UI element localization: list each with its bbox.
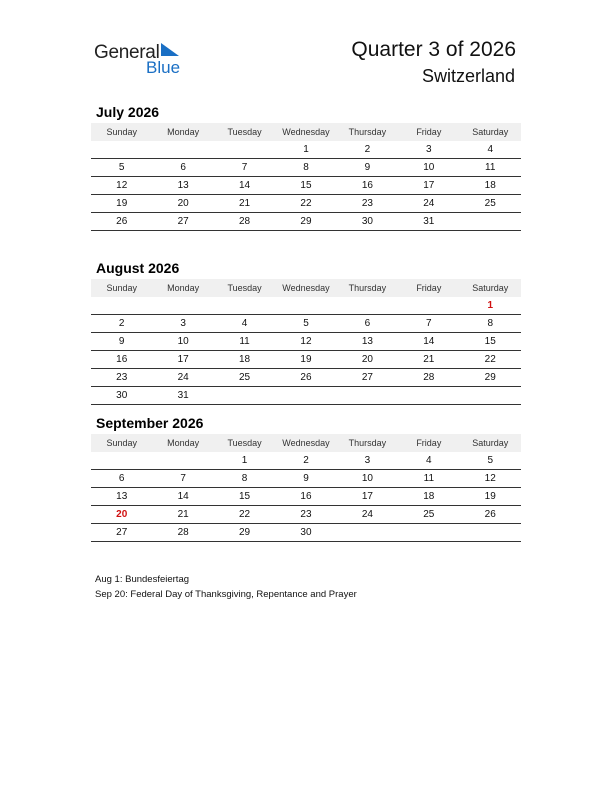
day-cell <box>214 297 275 314</box>
weekday-label: Friday <box>416 283 442 293</box>
day-cell <box>398 524 459 541</box>
day-cell: 27 <box>361 372 373 383</box>
week-row <box>91 470 521 488</box>
day-cell: 10 <box>361 473 373 484</box>
week-row <box>91 315 521 333</box>
month-title: July 2026 <box>96 104 160 120</box>
weekday-label: Thursday <box>348 438 387 448</box>
day-cell: 13 <box>177 180 189 191</box>
day-cell: 30 <box>116 390 128 401</box>
day-cell: 24 <box>177 372 189 383</box>
day-cell: 11 <box>485 162 496 173</box>
day-cell: 8 <box>487 318 494 329</box>
month-title: August 2026 <box>96 260 180 276</box>
logo-triangle-icon <box>159 43 181 57</box>
day-cell <box>214 141 275 158</box>
week-row <box>91 369 521 387</box>
weekday-header-row <box>91 434 521 452</box>
day-cell: 12 <box>484 473 496 484</box>
day-cell: 8 <box>241 473 248 484</box>
day-cell: 21 <box>177 509 189 520</box>
weekday-header-row <box>91 279 521 297</box>
week-row <box>91 387 521 405</box>
day-cell: 7 <box>241 162 248 173</box>
day-cell <box>91 141 152 158</box>
day-cell: 14 <box>238 180 251 191</box>
weekday-label: Wednesday <box>282 283 330 293</box>
day-cell: 12 <box>116 180 128 191</box>
holiday-day-cell: 20 <box>116 509 128 520</box>
day-cell: 19 <box>116 198 128 209</box>
week-row <box>91 488 521 506</box>
day-cell: 16 <box>361 180 373 191</box>
country-name: Switzerland <box>421 66 515 86</box>
day-cell: 2 <box>303 455 309 466</box>
weekday-label: Friday <box>416 438 442 448</box>
weekday-label: Tuesday <box>227 283 262 293</box>
day-cell: 23 <box>361 198 373 209</box>
day-cell <box>91 297 152 314</box>
day-cell <box>152 297 213 314</box>
holiday-note: Sep 20: Federal Day of Thanksgiving, Repentance and Prayer <box>95 589 357 600</box>
day-cell: 9 <box>364 162 371 173</box>
day-cell: 5 <box>303 318 309 329</box>
day-cell: 11 <box>239 336 250 347</box>
month-block <box>91 414 521 542</box>
weekday-label: Saturday <box>472 127 509 137</box>
day-cell: 25 <box>484 198 496 209</box>
day-cell: 28 <box>423 372 435 383</box>
day-cell: 5 <box>118 162 125 173</box>
day-cell: 27 <box>116 527 128 538</box>
day-cell: 6 <box>364 318 371 329</box>
weekday-label: Sunday <box>106 438 137 448</box>
day-cell <box>337 297 398 314</box>
day-cell: 1 <box>241 455 248 466</box>
weekday-label: Thursday <box>348 127 387 137</box>
weekday-label: Monday <box>167 283 200 293</box>
week-row <box>91 506 521 524</box>
day-cell: 4 <box>426 455 432 466</box>
weekday-label: Monday <box>167 438 200 448</box>
day-cell <box>460 524 521 541</box>
day-cell <box>275 387 336 404</box>
day-cell: 30 <box>361 216 373 227</box>
day-cell: 16 <box>116 354 128 365</box>
week-row <box>91 159 521 177</box>
day-cell: 17 <box>177 354 189 365</box>
weekday-label: Saturday <box>472 283 509 293</box>
day-cell: 16 <box>300 491 312 502</box>
day-cell: 2 <box>364 144 371 155</box>
day-cell: 5 <box>487 455 494 466</box>
week-row <box>91 333 521 351</box>
day-cell: 20 <box>361 354 373 365</box>
day-cell: 10 <box>423 162 435 173</box>
month-block <box>91 259 521 405</box>
day-cell: 7 <box>180 473 186 484</box>
day-cell: 22 <box>484 354 496 365</box>
day-cell: 14 <box>423 336 435 347</box>
day-cell: 15 <box>300 180 312 191</box>
day-cell <box>91 452 152 469</box>
day-cell: 17 <box>423 180 435 191</box>
logo-blue-text: Blue <box>146 58 181 77</box>
day-cell: 9 <box>118 336 125 347</box>
day-cell: 8 <box>303 162 309 173</box>
weekday-label: Tuesday <box>227 438 262 448</box>
day-cell: 10 <box>177 336 189 347</box>
month-block <box>91 103 521 231</box>
week-row <box>91 141 521 159</box>
day-cell: 22 <box>300 198 312 209</box>
weekday-label: Monday <box>167 127 200 137</box>
day-cell: 11 <box>423 473 435 484</box>
day-cell: 29 <box>484 372 496 383</box>
weekday-label: Sunday <box>106 283 137 293</box>
day-cell <box>460 213 521 230</box>
holiday-day-cell: 1 <box>487 300 494 311</box>
day-cell: 28 <box>177 527 189 538</box>
day-cell: 19 <box>484 491 496 502</box>
day-cell: 30 <box>300 527 312 538</box>
day-cell: 23 <box>300 509 312 520</box>
weekday-label: Sunday <box>106 127 137 137</box>
day-cell <box>275 297 336 314</box>
day-cell: 6 <box>118 473 125 484</box>
day-cell: 12 <box>300 336 312 347</box>
day-cell: 26 <box>116 216 128 227</box>
day-cell: 3 <box>180 318 186 329</box>
day-cell <box>337 387 398 404</box>
week-row <box>91 524 521 542</box>
day-cell: 18 <box>238 354 251 365</box>
week-row <box>91 177 521 195</box>
weekday-label: Friday <box>416 127 442 137</box>
weekday-label: Wednesday <box>282 438 330 448</box>
day-cell: 4 <box>487 144 494 155</box>
week-row <box>91 195 521 213</box>
day-cell: 7 <box>426 318 432 329</box>
weekday-label: Tuesday <box>227 127 262 137</box>
week-row <box>91 213 521 231</box>
day-cell: 13 <box>361 336 373 347</box>
week-row <box>91 452 521 470</box>
day-cell <box>152 452 213 469</box>
day-cell: 22 <box>238 509 251 520</box>
day-cell: 31 <box>177 390 189 401</box>
day-cell: 18 <box>484 180 496 191</box>
day-cell: 9 <box>303 473 309 484</box>
day-cell: 4 <box>241 318 248 329</box>
weekday-label: Saturday <box>472 438 509 448</box>
week-row <box>91 297 521 315</box>
day-cell: 24 <box>361 509 373 520</box>
day-cell: 27 <box>177 216 189 227</box>
day-cell <box>398 387 459 404</box>
day-cell: 23 <box>116 372 128 383</box>
day-cell <box>398 297 459 314</box>
day-cell <box>460 387 521 404</box>
day-cell: 26 <box>300 372 312 383</box>
day-cell <box>337 524 398 541</box>
page-title: Quarter 3 of 2026 <box>351 38 516 61</box>
holiday-note: Aug 1: Bundesfeiertag <box>95 574 190 585</box>
day-cell: 20 <box>177 198 189 209</box>
day-cell: 28 <box>238 216 251 227</box>
day-cell: 21 <box>238 198 251 209</box>
week-row <box>91 351 521 369</box>
day-cell: 21 <box>423 354 435 365</box>
day-cell: 15 <box>484 336 496 347</box>
day-cell: 26 <box>484 509 496 520</box>
logo-general-text: General <box>94 42 160 63</box>
day-cell: 25 <box>423 509 435 520</box>
day-cell: 24 <box>423 198 435 209</box>
day-cell: 3 <box>426 144 432 155</box>
day-cell: 18 <box>423 491 435 502</box>
generalblue-logo <box>94 40 194 80</box>
day-cell: 19 <box>300 354 312 365</box>
weekday-label: Wednesday <box>282 127 330 137</box>
holiday-notes <box>95 572 357 602</box>
day-cell: 29 <box>300 216 312 227</box>
day-cell: 25 <box>238 372 251 383</box>
day-cell: 17 <box>361 491 373 502</box>
day-cell: 15 <box>238 491 251 502</box>
weekday-header-row <box>91 123 521 141</box>
day-cell: 2 <box>118 318 125 329</box>
weekday-label: Thursday <box>348 283 387 293</box>
day-cell: 13 <box>116 491 128 502</box>
day-cell <box>214 387 275 404</box>
day-cell: 3 <box>364 455 371 466</box>
day-cell: 6 <box>180 162 186 173</box>
month-title: September 2026 <box>96 415 204 431</box>
day-cell: 29 <box>238 527 251 538</box>
day-cell: 1 <box>303 144 309 155</box>
day-cell: 14 <box>177 491 189 502</box>
day-cell: 31 <box>423 216 435 227</box>
day-cell <box>152 141 213 158</box>
